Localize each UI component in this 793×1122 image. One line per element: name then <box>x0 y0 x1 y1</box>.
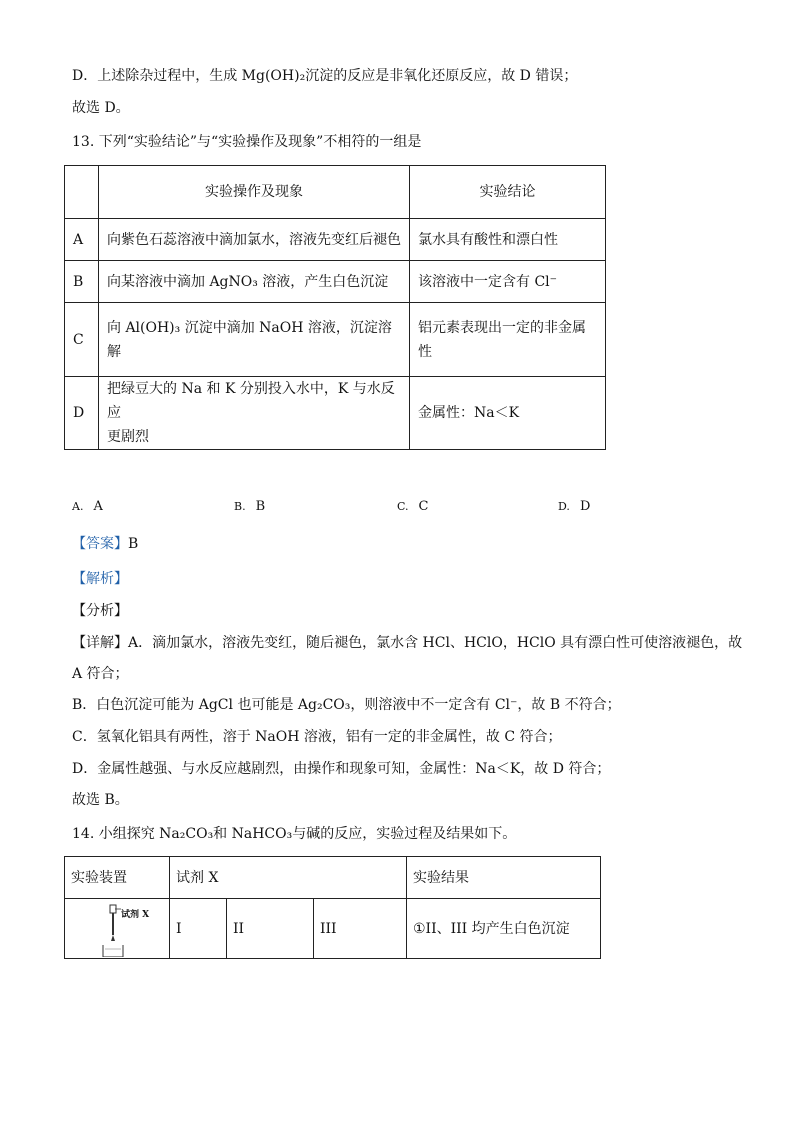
answer-line <box>72 534 138 554</box>
analysis-head: 【分析】 <box>72 603 128 619</box>
row-operation-line: 更剧烈 <box>107 429 149 445</box>
row-conclusion: 金属性：Na＜K <box>410 377 606 450</box>
result-cell: ①II、III 均产生白色沉淀 <box>407 899 601 959</box>
row-conclusion: 该溶液中一定含有 Cl⁻ <box>410 261 606 303</box>
q13-stem: 13. 下列“实验结论”与“实验操作及现象”不相符的一组是 <box>72 134 422 150</box>
q14-header-reagent: 试剂 X <box>170 857 407 899</box>
table-row <box>65 261 606 303</box>
row-label: B <box>65 261 99 303</box>
q14-table <box>64 856 601 959</box>
table-row <box>65 303 606 377</box>
q13-header-row <box>65 166 606 219</box>
row-operation: 向紫色石蕊溶液中滴加氯水，溶液先变红后褪色 <box>99 219 410 261</box>
reagent-cell: III <box>314 899 407 959</box>
option-value: B <box>255 499 266 514</box>
q14-stem: 14. 小组探究 Na₂CO₃和 NaHCO₃与碱的反应，实验过程及结果如下。 <box>72 826 517 842</box>
option-d-analysis-line: D．上述除杂过程中，生成 Mg(OH)₂沉淀的反应是非氧化还原反应，故 D 错误； <box>72 68 578 84</box>
reagent-cell: I <box>170 899 227 959</box>
q14-header-apparatus: 实验装置 <box>65 857 170 899</box>
detail-line: 【详解】A．滴加氯水，溶液先变红，随后褪色，氯水含 HCl、HClO，HClO 具有漂白性可使溶液褪色，故 <box>72 635 743 651</box>
option-key: B. <box>234 500 246 513</box>
analysis-tag: 【解析】 <box>72 571 128 587</box>
apparatus-label: 试剂 X <box>121 909 150 920</box>
option-key: C. <box>397 500 409 513</box>
choose-d-line: 故选 D。 <box>72 100 130 116</box>
option-key: A. <box>72 500 84 513</box>
table-row <box>65 899 601 959</box>
option-c[interactable] <box>397 498 428 516</box>
option-key: D. <box>558 500 570 513</box>
q13-header-blank <box>65 166 99 219</box>
row-label: D <box>65 377 99 450</box>
q14-header-result: 实验结果 <box>407 857 601 899</box>
row-label: A <box>65 219 99 261</box>
answer-tag: 【答案】 <box>72 536 128 552</box>
option-value: D <box>579 499 591 514</box>
table-row <box>65 219 606 261</box>
row-conclusion: 氯水具有酸性和漂白性 <box>410 219 606 261</box>
q13-header-operation: 实验操作及现象 <box>99 166 410 219</box>
q14-header-row <box>65 857 601 899</box>
q13-table <box>64 165 606 450</box>
option-b[interactable] <box>234 498 265 516</box>
apparatus-figure <box>77 901 157 957</box>
q13-header-conclusion: 实验结论 <box>410 166 606 219</box>
row-conclusion-line: 铝元素表现出一定的非金属 <box>418 319 586 336</box>
row-operation <box>99 377 410 450</box>
option-value: A <box>93 499 103 514</box>
answer-value: B <box>128 536 139 552</box>
detail-line: 故选 B。 <box>72 792 129 808</box>
option-d[interactable] <box>558 498 590 516</box>
apparatus-cell <box>65 899 170 959</box>
reagent-cell: II <box>227 899 314 959</box>
row-label: C <box>65 303 99 377</box>
detail-line: D．金属性越强、与水反应越剧烈，由操作和现象可知，金属性：Na＜K，故 D 符合； <box>72 761 611 777</box>
row-operation: 向 Al(OH)₃ 沉淀中滴加 NaOH 溶液，沉淀溶解 <box>99 303 410 377</box>
row-conclusion-line: 性 <box>418 343 432 360</box>
option-a[interactable] <box>72 498 103 516</box>
row-operation-line: 把绿豆大的 Na 和 K 分别投入水中，K 与水反应 <box>107 381 395 421</box>
row-operation: 向某溶液中滴加 AgNO₃ 溶液，产生白色沉淀 <box>99 261 410 303</box>
detail-line: C．氢氧化铝具有两性，溶于 NaOH 溶液，铝有一定的非金属性，故 C 符合； <box>72 729 562 745</box>
detail-line: B．白色沉淀可能为 AgCl 也可能是 Ag₂CO₃，则溶液中不一定含有 Cl⁻，故 B 不符合； <box>72 697 621 713</box>
table-row <box>65 377 606 450</box>
option-value: C <box>418 499 429 514</box>
detail-line: A 符合； <box>72 666 129 682</box>
row-conclusion <box>410 303 606 377</box>
